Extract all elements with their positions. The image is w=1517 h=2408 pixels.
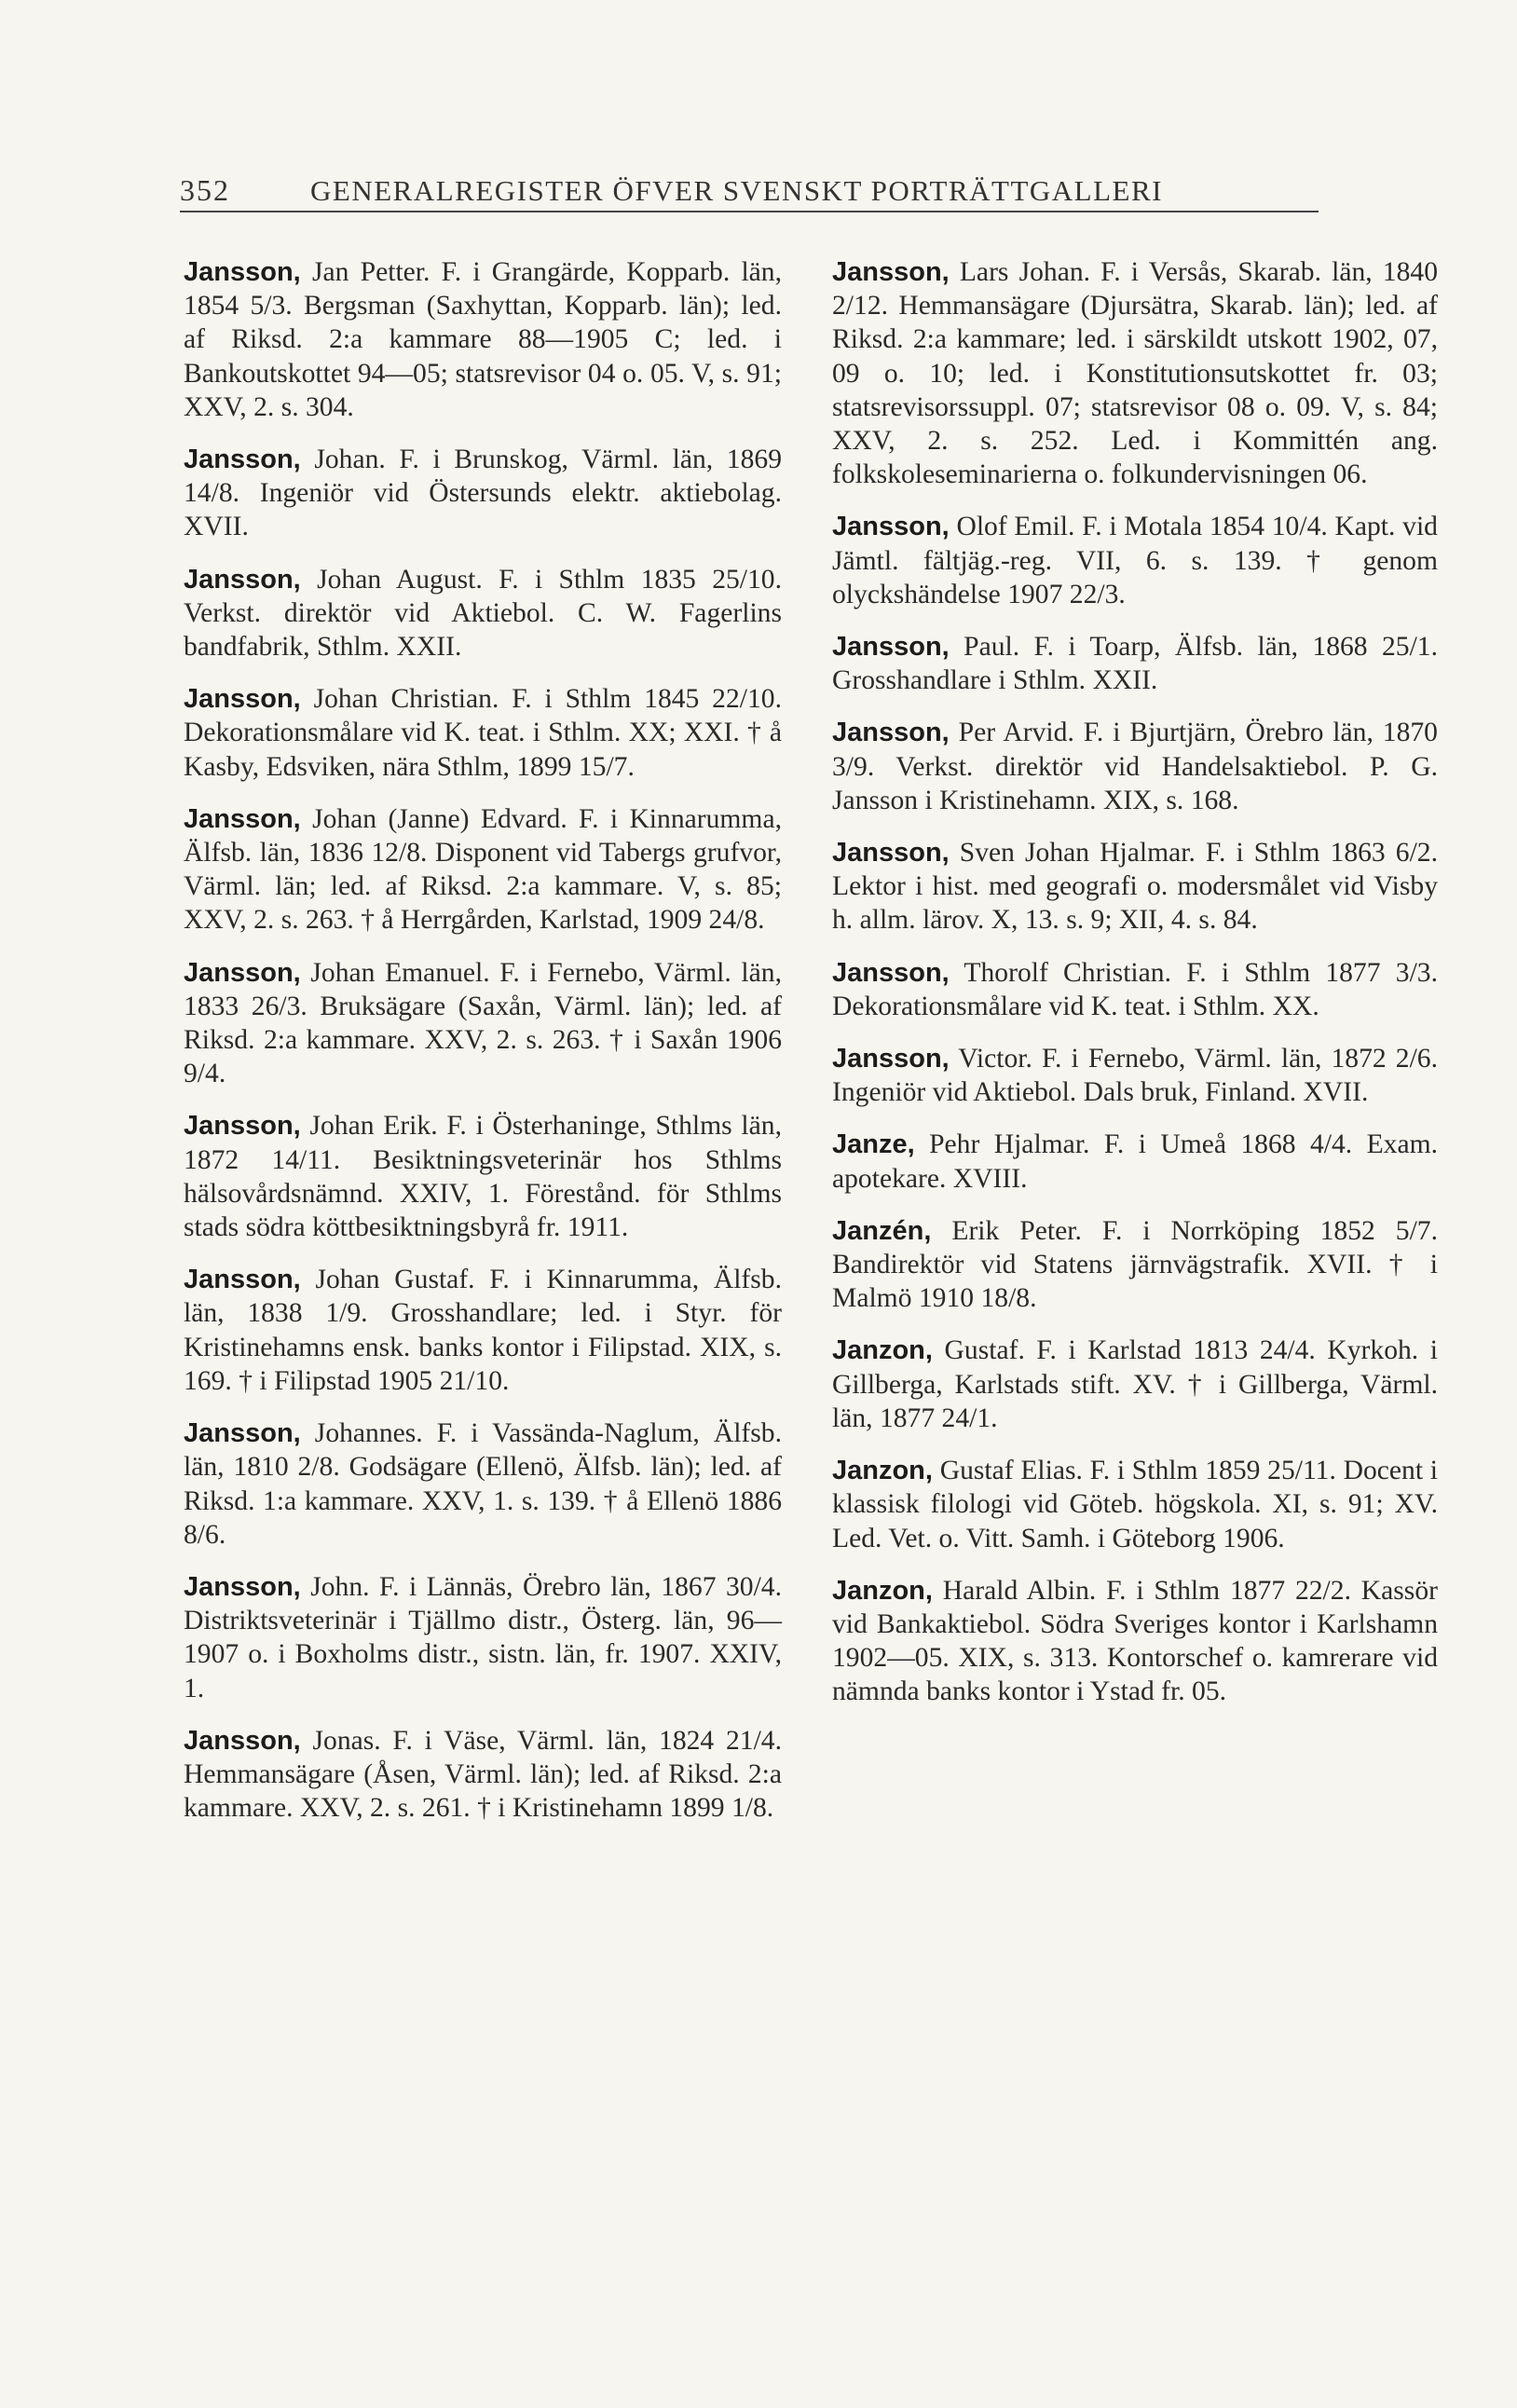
register-entry — [184, 1416, 782, 1552]
left-column — [184, 255, 782, 1843]
entry-surname: Janzon, — [832, 1335, 933, 1366]
register-entry — [832, 1214, 1438, 1316]
register-entry — [184, 1724, 782, 1826]
entry-text: Thorolf Christian. F. i Sthlm 1877 3/3. Dekorationsmålare vid K. teat. i Sthlm. XX. — [832, 957, 1438, 1021]
register-entry — [184, 1109, 782, 1244]
entry-surname: Janze, — [832, 1129, 915, 1160]
entry-surname: Janzén, — [832, 1215, 932, 1246]
entry-surname: Jansson, — [184, 257, 301, 287]
entry-text: Johan Christian. F. i Sthlm 1845 22/10. Dekorationsmålare vid K. teat. i Sthlm. XX; XXI. † å Kasby, Edsviken, nära Sthlm, 1899 15/7. — [184, 684, 782, 782]
entry-text: Harald Albin. F. i Sthlm 1877 22/2. Kassör vid Bankaktiebol. Södra Sveriges kontor i Karlshamn 1902—05. XIX, s. 313. Kontorschef o. kamrerare vid nämnda banks kontor i Ystad fr. 05. — [832, 1575, 1438, 1707]
register-entry — [832, 1574, 1438, 1709]
entry-text: John. F. i Lännäs, Örebro län, 1867 30/4. Distriktsveterinär i Tjällmo distr., Österg. län, 96—1907 o. i Boxholms distr., sistn. län, fr. 1907. XXIV, 1. — [184, 1571, 782, 1703]
entry-text: Gustaf Elias. F. i Sthlm 1859 25/11. Docent i klassisk filologi vid Göteb. högskola. XI, s. 91; XV. Led. Vet. o. Vitt. Samh. i Göteborg 1906. — [832, 1456, 1438, 1553]
register-entry — [184, 1570, 782, 1705]
entry-surname: Jansson, — [184, 1418, 301, 1449]
register-entry — [184, 443, 782, 544]
entry-text: Sven Johan Hjalmar. F. i Sthlm 1863 6/2. Lektor i hist. med geografi o. modersmålet vid Visby h. allm. lärov. X, 13. s. 9; XII, 4. s. 84. — [832, 838, 1438, 936]
running-title: GENERALREGISTER ÖFVER SVENSKT PORTRÄTTGALLERI — [310, 174, 1163, 207]
entry-text: Olof Emil. F. i Motala 1854 10/4. Kapt. vid Jämtl. fältjäg.-reg. VII, 6. s. 139. † genom olyckshändelse 1907 22/3. — [832, 512, 1438, 609]
entry-surname: Jansson, — [832, 512, 950, 542]
page-header — [180, 173, 1319, 208]
entry-text: Per Arvid. F. i Bjurtjärn, Örebro län, 1870 3/9. Verkst. direktör vid Handelsaktiebol. P. G. Jansson i Kristinehamn. XIX, s. 168. — [832, 718, 1438, 815]
entry-surname: Jansson, — [832, 838, 950, 869]
register-entry — [832, 836, 1438, 937]
entry-surname: Jansson, — [184, 564, 301, 595]
entry-surname: Jansson, — [832, 632, 950, 663]
entry-text: Johan Emanuel. F. i Fernebo, Värml. län, 1833 26/3. Bruksägare (Saxån, Värml. län); led. af Riksd. 2:a kammare. XXV, 2. s. 263. † i Saxån 1906 9/4. — [184, 957, 782, 1089]
entry-text: Victor. F. i Fernebo, Värml. län, 1872 2/6. Ingeniör vid Aktiebol. Dals bruk, Finland. XVII. — [832, 1044, 1438, 1108]
register-entry — [832, 716, 1438, 817]
entry-surname: Jansson, — [184, 1265, 301, 1295]
register-entry — [832, 1128, 1438, 1195]
entry-surname: Jansson, — [184, 957, 301, 988]
register-entry — [832, 1454, 1438, 1555]
entry-surname: Jansson, — [832, 718, 950, 748]
entry-surname: Jansson, — [832, 957, 950, 988]
entry-text: Lars Johan. F. i Versås, Skarab. län, 1840 2/12. Hemmansägare (Djursätra, Skarab. län); led. af Riksd. 2:a kammare; led. i särskildt utskott 1902, 07, 09 o. 10; led. i Konstitutionsutskottet fr. 03; statsrevisorssuppl. 07; statsrevisor 08 o. 09. V, s. 84; XXV, 2. s. 252. Led. i Kommittén ang. folkskoleseminarierna o. folkundervisningen 06. — [832, 257, 1438, 490]
register-entry — [832, 1334, 1438, 1435]
entry-text: Jan Petter. F. i Grangärde, Kopparb. län, 1854 5/3. Bergsman (Saxhyttan, Kopparb. län); led. af Riksd. 2:a kammare 88—1905 C; led. i Bankoutskottet 94—05; statsrevisor 04 o. 05. V, s. 91; XXV, 2. s. 304. — [184, 257, 782, 422]
page-number: 352 — [180, 173, 230, 207]
register-entry — [832, 630, 1438, 697]
entry-text: Johan Gustaf. F. i Kinnarumma, Älfsb. län, 1838 1/9. Grosshandlare; led. i Styr. för Kristinehamns ensk. banks kontor i Filipstad. XIX, s. 169. † i Filipstad 1905 21/10. — [184, 1265, 783, 1396]
entry-text: Gustaf. F. i Karlstad 1813 24/4. Kyrkoh. i Gillberga, Karlstads stift. XV. † i Gillberga, Värml. län, 1877 24/1. — [832, 1335, 1438, 1433]
entry-surname: Janzon, — [832, 1575, 933, 1606]
entry-text: Johan Erik. F. i Österhaninge, Sthlms län, 1872 14/11. Besiktningsveterinär hos Sthlms hälsovårdsnämnd. XXIV, 1. Förestånd. för Sthlms stads södra köttbesiktningsbyrå fr. 1911. — [184, 1111, 782, 1243]
register-entry — [184, 255, 782, 424]
entry-text: Johan (Janne) Edvard. F. i Kinnarumma, Älfsb. län, 1836 12/8. Disponent vid Tabergs grufvor, Värml. län; led. af Riksd. 2:a kammare. V, s. 85; XXV, 2. s. 263. † å Herrgården, Karlstad, 1909 24/8. — [184, 803, 782, 936]
entry-surname: Janzon, — [832, 1456, 933, 1486]
entry-surname: Jansson, — [832, 1044, 950, 1074]
entry-text: Erik Peter. F. i Norrköping 1852 5/7. Bandirektör vid Statens järnvägstrafik. XVII. † i Malmö 1910 18/8. — [832, 1215, 1439, 1314]
entry-surname: Jansson, — [184, 684, 301, 715]
entry-surname: Jansson, — [184, 445, 301, 475]
register-entry — [832, 956, 1438, 1023]
entry-text: Johannes. F. i Vassända-Naglum, Älfsb. län, 1810 2/8. Godsägare (Ellenö, Älfsb. län); led. af Riksd. 1:a kammare. XXV, 1. s. 139. † å Ellenö 1886 8/6. — [184, 1418, 782, 1550]
entry-surname: Jansson, — [184, 803, 301, 834]
right-column — [832, 255, 1438, 1728]
register-entry — [184, 1263, 782, 1398]
entry-surname: Jansson, — [832, 257, 950, 287]
entry-text: Johan August. F. i Sthlm 1835 25/10. Verkst. direktör vid Aktiebol. C. W. Fagerlins bandfabrik, Sthlm. XXII. — [184, 564, 783, 663]
entry-text: Jonas. F. i Väse, Värml. län, 1824 21/4. Hemmansägare (Åsen, Värml. län); led. af Riksd. 2:a kammare. XXV, 2. s. 261. † i Kristinehamn 1899 1/8. — [184, 1725, 782, 1824]
register-entry — [184, 682, 782, 784]
register-entry — [184, 802, 782, 937]
entry-surname: Jansson, — [184, 1725, 301, 1756]
entry-text: Pehr Hjalmar. F. i Umeå 1868 4/4. Exam. apotekare. XVIII. — [832, 1129, 1438, 1194]
entry-text: Paul. F. i Toarp, Älfsb. län, 1868 25/1. Grosshandlare i Sthlm. XXII. — [832, 632, 1438, 696]
register-entry — [832, 1042, 1438, 1109]
register-entry — [184, 956, 782, 1091]
entry-surname: Jansson, — [184, 1111, 301, 1142]
register-entry — [184, 563, 782, 664]
header-rule — [180, 211, 1319, 212]
register-entry — [832, 510, 1438, 611]
entry-text: Johan. F. i Brunskog, Värml. län, 1869 14/8. Ingeniör vid Östersunds elektr. aktiebolag. XVII. — [184, 445, 782, 542]
entry-surname: Jansson, — [184, 1571, 301, 1602]
register-entry — [832, 255, 1438, 491]
